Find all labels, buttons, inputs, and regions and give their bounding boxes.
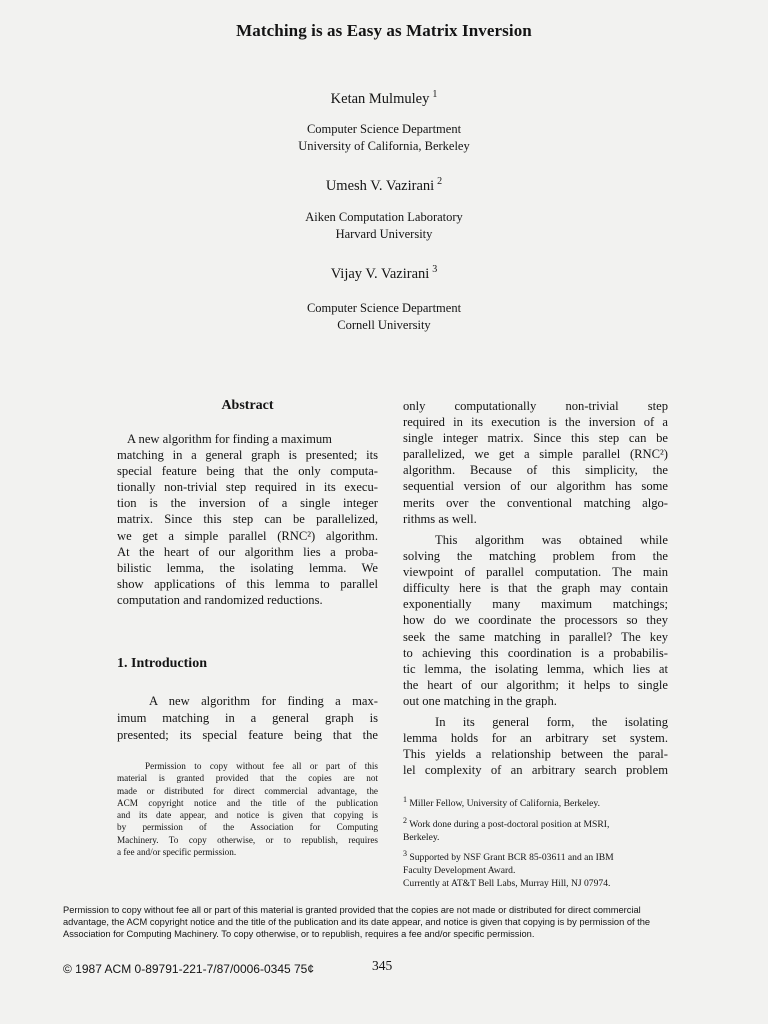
text-line: by permission of the Association for Computing [117, 822, 378, 833]
text-line: Machinery. To copy otherwise, or to republish, requires [117, 834, 378, 845]
text-line: algorithm. Because of this simplicity, the [403, 463, 668, 478]
author-1-name-text: Ketan Mulmuley [330, 90, 430, 107]
introduction-section [117, 656, 378, 672]
text-line: bilistic lemma, the isolating lemma. We [117, 560, 378, 575]
footnote-3 [403, 848, 668, 890]
text-line: Faculty Development Award. [403, 864, 516, 876]
affiliation-line: University of California, Berkeley [298, 139, 470, 153]
text-line: A new algorithm for finding a max- [149, 694, 378, 708]
paper-title: Matching is as Easy as Matrix Inversion [236, 21, 532, 40]
text-line: In its general form, the isolating [435, 715, 668, 729]
author-2-affiliation [0, 209, 768, 243]
body-paragraph [403, 398, 668, 527]
author-1-affiliation [0, 121, 768, 155]
text-line: Permission to copy without fee all or part of this [145, 761, 378, 771]
permission-notice [117, 760, 378, 858]
footnotes [403, 794, 668, 894]
permission-paragraph [117, 760, 378, 858]
footnote-mark: 3 [403, 849, 407, 859]
text-line: At the heart of our algorithm lies a proba- [117, 544, 378, 559]
text-line: and its date appear, and notice is given that copying is [117, 810, 378, 821]
text-line: ACM copyright notice and the title of the publication [117, 797, 378, 808]
right-column-para-3 [403, 714, 668, 778]
abstract-section [117, 398, 378, 414]
text-line: we get a simple parallel (RNC²) algorithm. [117, 528, 378, 543]
author-3-name-text: Vijay V. Vazirani [330, 265, 430, 282]
footnote-2 [403, 815, 668, 844]
text-line: sequential version of our algorithm has some [403, 479, 668, 494]
bottom-permission-notice [63, 904, 713, 940]
text-line: out one matching in the graph. [403, 693, 557, 708]
affiliation-line: Aiken Computation Laboratory [305, 210, 463, 224]
text-line [403, 848, 668, 865]
footnote-text: Work done during a post-doctoral position at MSRI, [409, 818, 610, 830]
affiliation-line: Computer Science Department [306, 301, 462, 315]
affiliation-line: Computer Science Department [306, 122, 462, 136]
author-1-mark: 1 [432, 89, 438, 100]
text-line: matrix. Since this step can be parallelized, [117, 512, 378, 527]
text-line: merits over the conventional matching algo- [403, 495, 668, 510]
text-line: Currently at AT&T Bell Labs, Murray Hill, NJ 07974. [403, 877, 611, 889]
abstract-body [117, 431, 378, 608]
text-line: exponentially many maximum matchings; [403, 597, 668, 612]
text-line: advantage, the ACM copyright notice and the title of the publication and its date appear, and notice is given that copying is by permission of the [63, 917, 651, 927]
introduction-heading: 1. Introduction [117, 656, 207, 671]
text-line: material is granted provided that the copies are not [117, 773, 378, 784]
text-line: lel complexity of an arbitrary search problem [403, 763, 668, 778]
text-line: viewpoint of parallel computation. The main [403, 565, 668, 580]
text-line: seek the same matching in parallel? The key [403, 629, 668, 644]
text-line: This yields a relationship between the paral- [403, 747, 668, 762]
text-line: solving the matching problem from the [403, 549, 668, 564]
text-line: Association for Computing Machinery. To copy otherwise, or to republish, requires a fee and/or specific permission. [63, 929, 535, 939]
text-line: rithms as well. [403, 511, 477, 526]
text-line: required in its execution is the inversion of a [403, 415, 668, 430]
text-line: tic lemma, the isolating lemma, which lies at [403, 661, 668, 676]
text-line: Permission to copy without fee all or part of this material is granted provided that the copies are not made or distributed for direct commercial [63, 905, 641, 915]
author-3-name [0, 264, 768, 283]
text-line: A new algorithm for finding a maximum [127, 432, 332, 446]
author-1-name [0, 89, 768, 108]
text-line: matching in a general graph is presented; its [117, 448, 378, 463]
abstract-paragraph [117, 431, 378, 608]
text-line: This algorithm was obtained while [435, 533, 668, 547]
introduction-paragraph [117, 693, 378, 744]
text-line: tion is the inversion of a single integer [117, 496, 378, 511]
right-column-para-2 [403, 532, 668, 709]
introduction-body [117, 693, 378, 744]
text-line: difficulty here is that the graph may contain [403, 581, 668, 596]
text-line: made or distributed for direct commercial advantage, the [117, 785, 378, 796]
footnote-1 [403, 794, 668, 811]
text-line: show applications of this lemma to parallel [117, 576, 378, 591]
footnote-text: Supported by NSF Grant BCR 85-03611 and an IBM [409, 852, 614, 864]
footnote-text: Miller Fellow, University of California, Berkeley. [409, 798, 600, 810]
text-line: Berkeley. [403, 831, 440, 843]
author-2-name-text: Umesh V. Vazirani [325, 177, 435, 194]
page-number: 345 [372, 958, 393, 973]
text-line: single integer matrix. Since this step can be [403, 431, 668, 446]
text-line [403, 815, 668, 832]
text-line: presented; its special feature being that the [117, 728, 378, 742]
text-line: a fee and/or specific permission. [117, 847, 237, 858]
body-paragraph [403, 532, 668, 709]
text-line: lemma holds for an arbitrary set system. [403, 731, 668, 746]
text-line: to achieving this coordination is a probabilis- [403, 645, 668, 660]
author-2-name [0, 176, 768, 195]
author-3-affiliation [0, 300, 768, 334]
footnote-mark: 2 [403, 815, 407, 825]
text-line: parallelized, we get a simple parallel (RNC²) [403, 447, 668, 462]
abstract-heading: Abstract [221, 398, 274, 413]
footnote-mark: 1 [403, 795, 407, 804]
text-line [403, 794, 668, 811]
text-line: computation and randomized reductions. [117, 592, 323, 607]
text-line: tionally non-trivial step required in its execu- [117, 480, 378, 495]
text-line: special feature being that the only computa- [117, 464, 378, 479]
affiliation-line: Harvard University [335, 227, 433, 241]
text-line: how do we coordinate the processors so they [403, 613, 668, 628]
text-line: only computationally non-trivial step [403, 399, 668, 413]
body-paragraph [403, 714, 668, 778]
author-2-mark: 2 [437, 176, 443, 187]
text-line: imum matching in a general graph is [117, 711, 378, 725]
author-3-mark: 3 [432, 264, 438, 275]
text-line: the heart of our algorithm; it helps to single [403, 677, 668, 692]
right-column-para-1 [403, 398, 668, 527]
copyright-line: © 1987 ACM 0-89791-221-7/87/0006-0345 75¢ [63, 962, 315, 976]
affiliation-line: Cornell University [337, 318, 431, 332]
